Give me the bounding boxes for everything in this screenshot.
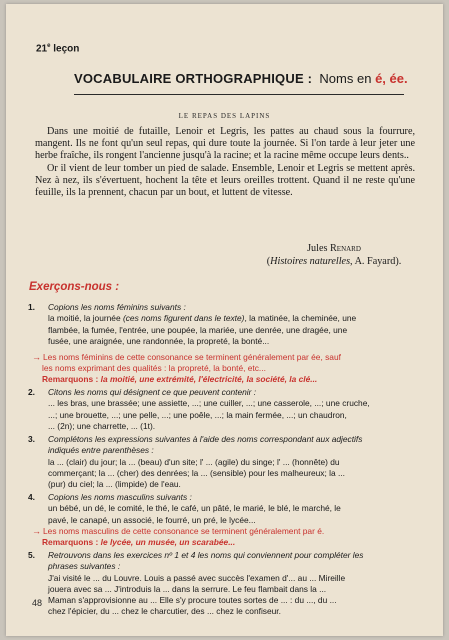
text-run: Remarquons : — [42, 537, 101, 547]
exercise-line: Maman s'approvisionne au ... Elle s'y procure toutes sortes de ... : du ..., du ... — [48, 595, 337, 606]
note-line — [32, 537, 432, 548]
exercise-instruction: Complétons les expressions suivantes à l'aide des noms correspondant aux adjectifs — [48, 434, 363, 444]
exercise-instruction: Citons les noms qui désignent ce que peuvent contenir : — [48, 387, 257, 397]
source-book: Histoires naturelles — [270, 256, 351, 267]
excerpt-line: racine; et la racine même occupe leurs dents.. — [223, 150, 409, 162]
excerpt-attribution — [254, 242, 414, 268]
excerpt-line: se mettent après. Nez à nez, ils s'évertuent, hochent la tête et leurs oreilles — [35, 162, 415, 186]
page-title — [74, 71, 408, 86]
note-line: Les noms masculins de cette consonance se terminent généralement par é. — [43, 526, 325, 536]
arrow-icon: → — [32, 526, 41, 536]
lesson-suffix: e — [47, 43, 51, 49]
note-line: Les noms féminins de cette consonance se terminent généralement par ée, sauf — [43, 352, 341, 362]
title-main: VOCABULAIRE ORTHOGRAPHIQUE : — [74, 71, 313, 86]
excerpt-line: trottent. Quand il ne reste qu'une feuille, ils la prennent, chacun par un bout, — [35, 174, 415, 199]
text-run: la moitié, une extrémité, l'électricité, la société, la clé... — [100, 374, 318, 384]
title-rule — [74, 94, 404, 95]
exercise-5 — [28, 550, 426, 618]
exercise-line: pavé, le canapé, un associé, le fourré, un pré, le lycée... — [48, 514, 256, 525]
exercise-line: fusée, une araignée, une randonnée, la propreté, la bonté... — [48, 335, 270, 346]
text-run: le lycée, un musée, un scarabée... — [100, 537, 236, 547]
exercise-instruction: phrases suivantes : — [48, 561, 121, 572]
lesson-word: leçon — [53, 43, 80, 55]
text-run: (ces noms figurent dans le texte) — [122, 313, 245, 324]
text-run: la moitié, la journée — [48, 313, 123, 324]
exercise-instruction: Retrouvons dans les exercices nº 1 et 4 les noms qui conviennent pour compléter les — [48, 550, 364, 560]
excerpt-line: fourrure, mangent. Ils ne font qu'un seul repas, qui dure toute la journée. — [35, 126, 416, 150]
author-last: Renard — [330, 243, 361, 254]
exercise-number: 4. — [28, 492, 35, 502]
title-endings: é, ée. — [375, 71, 408, 86]
rule-note-2 — [32, 526, 432, 548]
exercise-2 — [28, 387, 426, 432]
exercise-4 — [28, 492, 426, 526]
text-run: , la matinée, la cheminée, une — [244, 313, 357, 324]
excerpt-text — [35, 126, 415, 199]
exercise-line: jouera avec sa ... J'introduis la ... dans la serrure. Le feu flambait dans la ... — [48, 583, 327, 594]
excerpt-paragraph-1 — [35, 126, 415, 163]
exercise-line — [48, 313, 426, 324]
exercise-number: 3. — [28, 434, 35, 444]
exercise-instruction: indiqués entre parenthèses : — [48, 445, 154, 456]
author-name — [254, 242, 414, 255]
exercise-instruction: Copions les noms féminins suivants : — [48, 302, 186, 312]
exercise-line: un bébé, un dé, le comité, le thé, le café, un pâté, le marié, le blé, le marché, le — [48, 503, 341, 514]
exercise-line: flambée, la fumée, l'entrée, une poupée, la mariée, une denrée, une dragée, une — [48, 324, 348, 335]
exercise-line: J'ai visité le ... du Louvre. Louis a passé avec succès l'examen d'... au ... Mireille — [48, 572, 346, 583]
exercise-number: 5. — [28, 550, 35, 560]
lesson-number: 21 — [36, 43, 48, 55]
excerpt-title: LE REPAS DES LAPINS — [178, 112, 271, 120]
exercises-heading: Exerçons-nous : — [29, 281, 120, 293]
exercise-line: commerçant; la ... (cher) des denrées; la ... (sensible) pour les malheureux; la ... — [48, 467, 345, 478]
excerpt-line: Si l'on tarde à leur jeter une herbe fraîche, ils rongent l'ancienne jusqu'à la — [35, 138, 415, 162]
source: (Histoires naturelles, A. Fayard). — [266, 256, 402, 267]
exercise-line: ... (2n); une charrette, ... (1t). — [48, 420, 156, 431]
note-line: les noms exprimant des qualités : la propreté, la bonté, etc... — [42, 363, 266, 373]
author-first: Jules — [307, 243, 328, 254]
excerpt-paragraph-2 — [35, 163, 415, 200]
excerpt-line: Dans une moitié de futaille, Lenoir et Legris, les pattes au chaud sous la — [47, 126, 374, 137]
exercise-instruction: Copions les noms masculins suivants : — [48, 492, 192, 502]
page-number: 48 — [32, 598, 43, 608]
exercise-number: 2. — [28, 387, 35, 397]
exercise-1 — [28, 302, 426, 347]
excerpt-line: Or il vient de leur tomber un pied de salade. Ensemble, Lenoir et Legris — [47, 162, 344, 174]
source-publisher: , A. Fayard). — [350, 256, 402, 267]
title-subject: Noms en — [319, 71, 372, 86]
exercise-line: (pur) du ciel; la ... (limpide) de l'eau. — [48, 479, 181, 490]
note-line — [32, 374, 432, 385]
lesson-label — [36, 43, 79, 54]
book-page — [6, 4, 443, 636]
exercise-line: ...; une brouette, ...; une pelle, ...; une poêle, ...; la main fermée, ...; un chaudron, — [48, 409, 347, 420]
exercise-line: la ... (clair) du jour; la ... (beau) d'un site; l' ... (agile) du singe; l' ... (honnête) du — [48, 456, 340, 467]
arrow-icon: → — [32, 352, 41, 362]
exercise-3 — [28, 434, 426, 490]
rule-note-1 — [32, 352, 432, 385]
exercise-number: 1. — [28, 302, 35, 312]
exercise-line: ... les bras, une brassée; une assiette, ...; une cuiller, ...; une casserole, ...; une cruche, — [48, 398, 370, 409]
exercise-line: chez l'épicier, du ... chez le charcutier, des ... chez le confiseur. — [48, 606, 281, 617]
excerpt-line: et luttent de vitesse. — [211, 187, 293, 199]
text-run: Remarquons : — [42, 374, 101, 384]
